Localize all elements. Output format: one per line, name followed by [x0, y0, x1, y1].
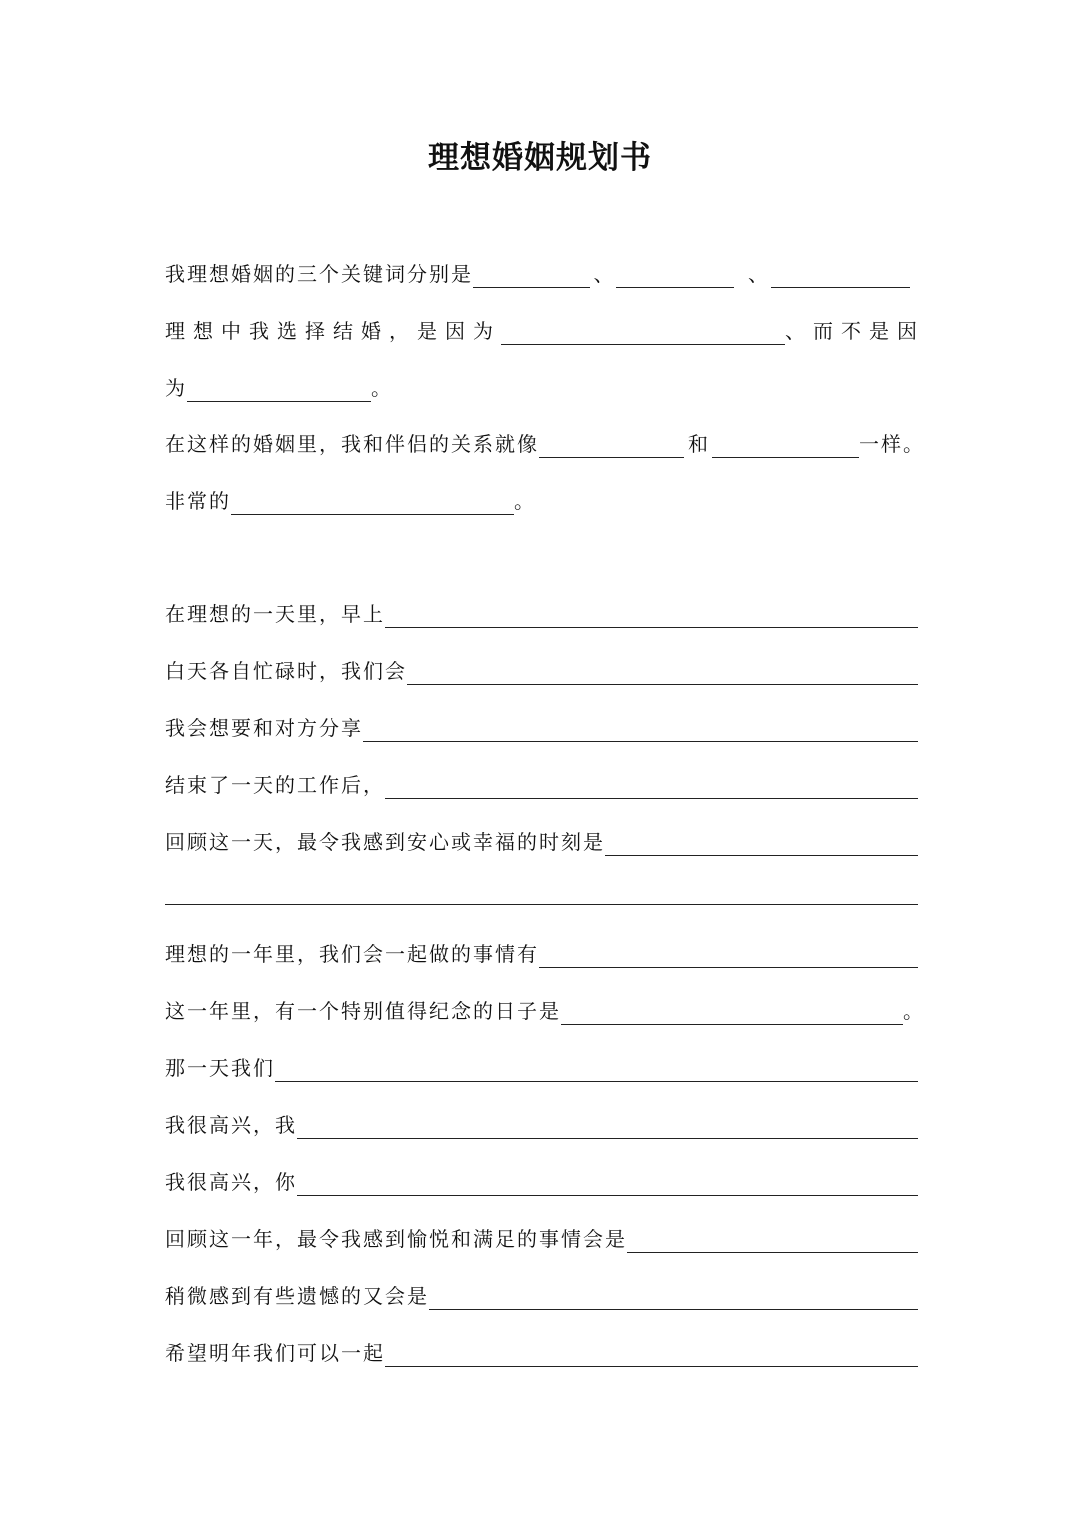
keyword-separator-1: 、 [593, 262, 614, 286]
review-year-prompt: 回顾这一年，最令我感到愉悦和满足的事情会是 [165, 1227, 627, 1251]
that-day-blank[interactable] [275, 1053, 918, 1082]
relationship-and: 和 [688, 432, 711, 456]
marriage-reason-blank[interactable] [501, 316, 785, 345]
marriage-reason-cont-prefix: 为 [165, 376, 187, 400]
marriage-reason-line [165, 307, 925, 347]
keyword-separator-2: 、 [747, 262, 768, 286]
after-work-line [165, 761, 918, 801]
after-work-prompt: 结束了一天的工作后， [165, 773, 385, 797]
glad-me-blank[interactable] [297, 1110, 918, 1139]
morning-blank[interactable] [385, 599, 918, 628]
that-day-line [165, 1044, 918, 1084]
keyword-1-blank[interactable] [473, 259, 590, 288]
memorable-day-blank[interactable] [561, 996, 903, 1025]
marriage-reason-period: 。 [371, 376, 393, 400]
together-blank[interactable] [539, 939, 918, 968]
memorable-day-period: 。 [903, 999, 925, 1023]
together-line [165, 930, 918, 970]
review-day-extra-blank[interactable] [165, 904, 918, 905]
next-year-line [165, 1329, 918, 1369]
very-period: 。 [514, 489, 536, 513]
that-day-prompt: 那一天我们 [165, 1056, 275, 1080]
relationship-blank-1[interactable] [539, 429, 684, 458]
marriage-reason-prompt: 理想中我选择结婚，是因为 [165, 319, 501, 343]
review-year-blank[interactable] [627, 1224, 918, 1253]
memorable-day-line [165, 987, 925, 1027]
review-day-blank[interactable] [605, 827, 918, 856]
glad-you-blank[interactable] [297, 1167, 918, 1196]
not-reason-blank[interactable] [187, 373, 371, 402]
relationship-prompt: 在这样的婚姻里，我和伴侣的关系就像 [165, 432, 539, 456]
review-day-line [165, 818, 918, 858]
after-work-blank[interactable] [385, 770, 918, 799]
review-year-line [165, 1215, 918, 1255]
daytime-blank[interactable] [407, 656, 918, 685]
review-day-prompt: 回顾这一天，最令我感到安心或幸福的时刻是 [165, 830, 605, 854]
share-blank[interactable] [363, 713, 918, 742]
regret-line [165, 1272, 918, 1312]
morning-line [165, 590, 918, 630]
regret-prompt: 稍微感到有些遗憾的又会是 [165, 1284, 429, 1308]
very-prompt: 非常的 [165, 489, 231, 513]
relationship-line [165, 420, 925, 460]
daytime-prompt: 白天各自忙碌时，我们会 [165, 659, 407, 683]
keyword-2-blank[interactable] [616, 259, 733, 288]
next-year-blank[interactable] [385, 1338, 918, 1367]
marriage-reason-contrast: 、而不是因 [785, 319, 925, 343]
memorable-day-prompt: 这一年里，有一个特别值得纪念的日子是 [165, 999, 561, 1023]
daytime-line [165, 647, 918, 687]
keywords-line [165, 250, 910, 290]
relationship-end: 一样。 [859, 432, 925, 456]
glad-you-prompt: 我很高兴，你 [165, 1170, 297, 1194]
very-line [165, 477, 925, 517]
keywords-prompt: 我理想婚姻的三个关键词分别是 [165, 262, 473, 286]
page-title: 理想婚姻规划书 [428, 140, 652, 176]
morning-prompt: 在理想的一天里，早上 [165, 602, 385, 626]
share-line [165, 704, 918, 744]
marriage-reason-cont-line [165, 364, 925, 404]
glad-me-prompt: 我很高兴，我 [165, 1113, 297, 1137]
glad-me-line [165, 1101, 918, 1141]
keyword-3-blank[interactable] [771, 259, 910, 288]
next-year-prompt: 希望明年我们可以一起 [165, 1341, 385, 1365]
relationship-blank-2[interactable] [712, 429, 859, 458]
share-prompt: 我会想要和对方分享 [165, 716, 363, 740]
together-prompt: 理想的一年里，我们会一起做的事情有 [165, 942, 539, 966]
regret-blank[interactable] [429, 1281, 918, 1310]
glad-you-line [165, 1158, 918, 1198]
very-blank[interactable] [231, 486, 514, 515]
